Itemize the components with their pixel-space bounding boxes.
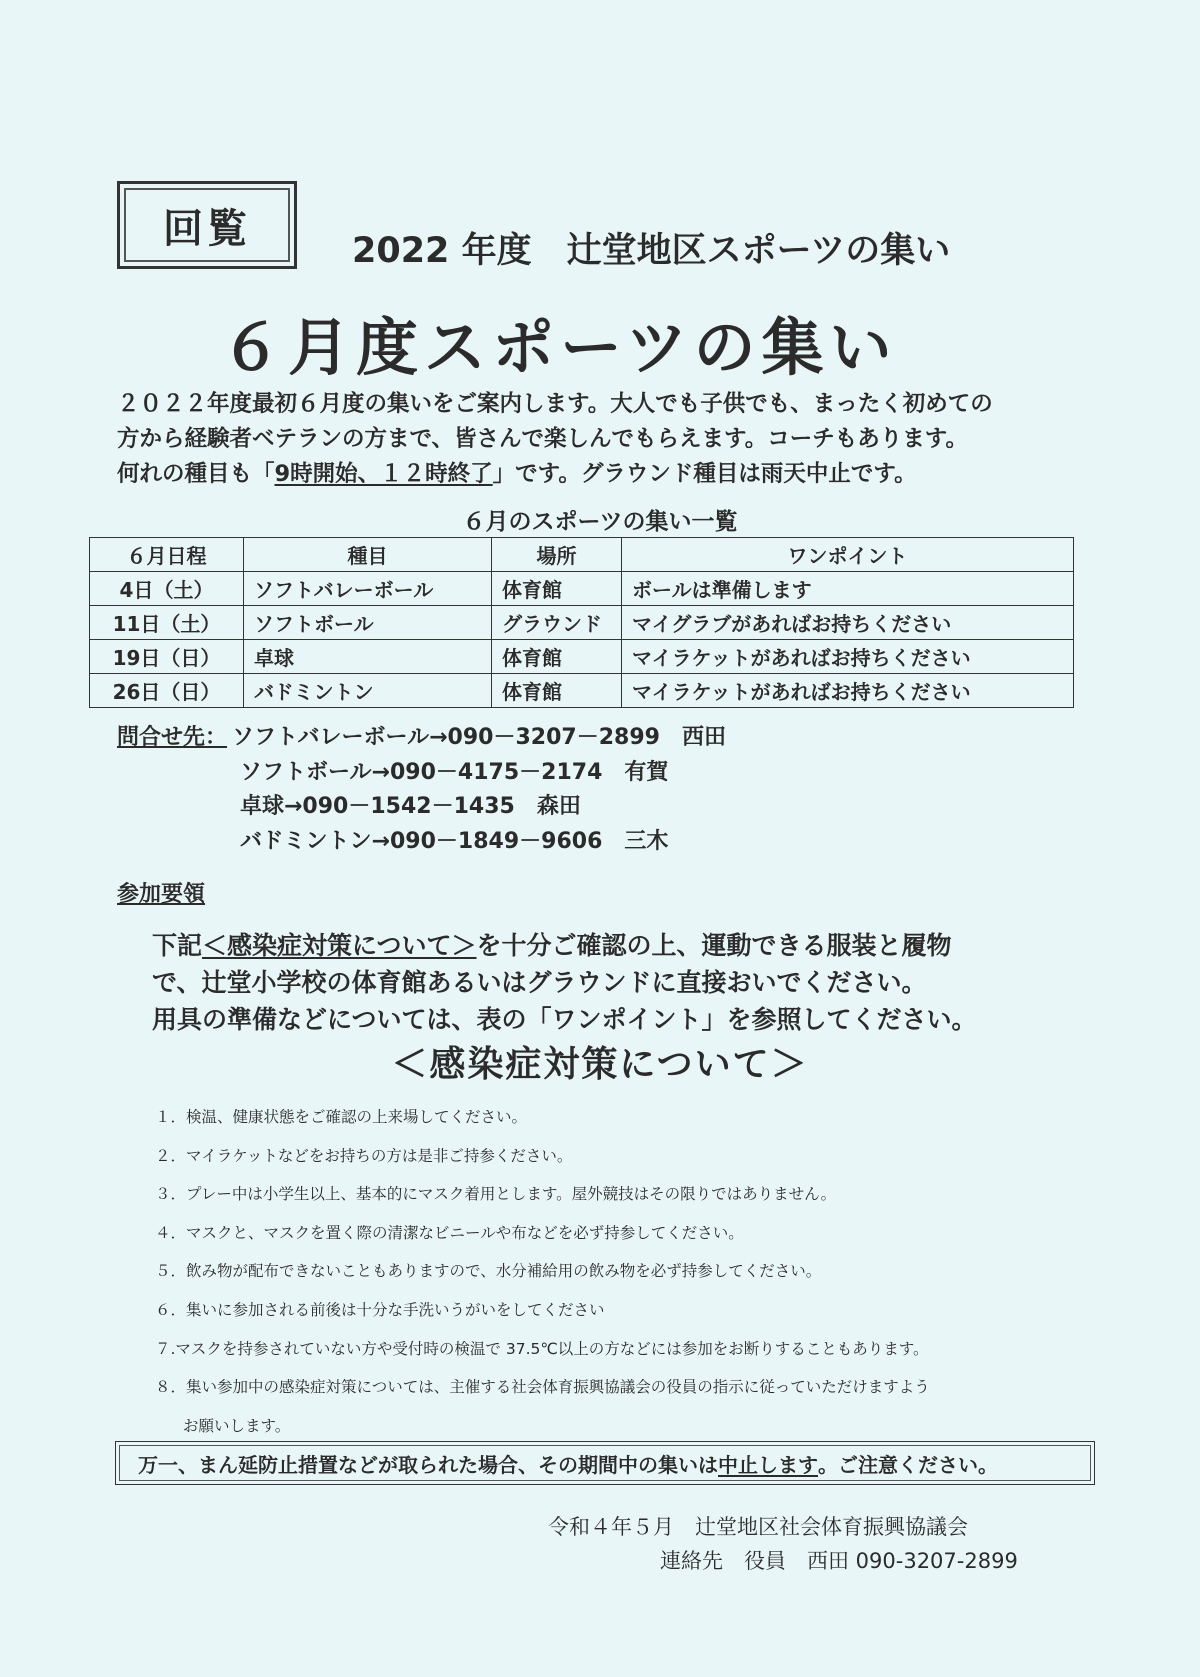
cell-date: 26日（日） — [90, 674, 244, 708]
list-item: ４．マスクと、マスクを置く際の清潔なビニールや布などを必ず持参してください。 — [155, 1223, 744, 1242]
contact-line: ソフトボール→090－4175－2174 有賀 — [240, 759, 669, 785]
cell-date: 4日（土） — [90, 572, 244, 606]
cell-venue: グラウンド — [492, 606, 622, 640]
table-row — [90, 606, 1074, 640]
cell-venue: 体育館 — [492, 674, 622, 708]
participation-line: で、辻堂小学校の体育館あるいはグラウンドに直接おいでください。 — [152, 968, 927, 997]
list-item: ８．集い参加中の感染症対策については、主催する社会体育振興協議会の役員の指示に従っていただけますよう — [155, 1378, 930, 1397]
intro-line: ２０２２年度最初６月度の集いをご案内します。大人でも子供でも、まったく初めての — [117, 391, 993, 417]
list-item: ７.マスクを持参されていない方や受付時の検温で 37.5℃以上の方などには参加をお断りすることもあります。 — [155, 1339, 929, 1358]
schedule-table — [89, 537, 1074, 708]
list-item: １．検温、健康状態をご確認の上来場してください。 — [155, 1108, 528, 1126]
footer — [548, 1510, 1048, 1578]
footer-organizer: 令和４年５月 辻堂地区社会体育振興協議会 — [548, 1515, 968, 1539]
time-highlight: 9時開始、１２時終了 — [274, 461, 493, 487]
cell-onepoint: マイラケットがあればお持ちください — [622, 674, 1074, 708]
column-header-onepoint: ワンポイント — [622, 538, 1074, 572]
cell-onepoint: マイラケットがあればお持ちください — [622, 640, 1074, 674]
list-item: ５．飲み物が配布できないこともありますので、水分補給用の飲み物を必ず持参してください。 — [155, 1262, 822, 1281]
participation-line: 用具の準備などについては、表の「ワンポイント」を参照してください。 — [152, 1005, 977, 1034]
contact-label-text: 問合せ先 — [117, 725, 206, 750]
participation-line1-post: を十分ご確認の上、運動できる服装と履物 — [476, 931, 952, 960]
list-item-continuation: お願いします。 — [183, 1416, 291, 1435]
cell-date: 19日（日） — [90, 640, 244, 674]
contact-separator: ： — [205, 725, 228, 750]
page-title: ６月度スポーツの集い — [220, 311, 898, 384]
cell-onepoint: ボールは準備します — [622, 572, 1074, 606]
cell-event: ソフトボール — [244, 606, 492, 640]
infection-rules-list — [155, 1098, 1055, 1445]
cancellation-notice — [115, 1441, 1095, 1485]
intro-line3-pre: 何れの種目も「 — [117, 461, 275, 487]
table-row — [90, 640, 1074, 674]
cell-onepoint: マイグラブがあればお持ちください — [622, 606, 1074, 640]
event-subtitle: 2022 年度 辻堂地区スポーツの集い — [352, 231, 951, 271]
list-item: ６．集いに参加される前後は十分な手洗いうがいをしてください — [155, 1300, 605, 1319]
cell-event: バドミントン — [244, 674, 492, 708]
footer-contact: 連絡先 役員 西田 090-3207-2899 — [660, 1549, 1018, 1573]
cell-event: 卓球 — [244, 640, 492, 674]
cell-venue: 体育館 — [492, 640, 622, 674]
cell-event: ソフトバレーボール — [244, 572, 492, 606]
intro-text — [117, 387, 1077, 492]
notice-cancel: 中止します — [718, 1452, 818, 1477]
contact-line: バドミントン→090－1849－9606 三木 — [240, 828, 669, 854]
table-header-row — [90, 538, 1074, 572]
column-header-date: ６月日程 — [90, 538, 244, 572]
column-header-event: 種目 — [244, 538, 492, 572]
list-item: ３．プレー中は小学生以上、基本的にマスク着用とします。屋外競技はその限りではありません。 — [155, 1185, 837, 1204]
intro-line3-post: 」です。グラウンド種目は雨天中止です。 — [492, 461, 917, 487]
infection-reference: ＜感染症対策について＞ — [202, 931, 477, 960]
intro-line — [117, 457, 1077, 492]
column-header-venue: 場所 — [492, 538, 622, 572]
contact-line: 卓球→090－1542－1435 森田 — [240, 794, 581, 819]
notice-post: 。ご注意ください。 — [818, 1452, 998, 1477]
participation-line — [152, 927, 1052, 964]
table-row — [90, 674, 1074, 708]
table-row — [90, 572, 1074, 606]
cell-date: 11日（土） — [90, 606, 244, 640]
contact-line: ソフトバレーボール→090－3207－2899 西田 — [232, 725, 726, 750]
contact-list — [232, 721, 882, 859]
participation-heading: 参加要領 — [117, 882, 206, 907]
participation-text — [152, 927, 1052, 1038]
participation-line1-pre: 下記 — [152, 931, 203, 960]
intro-line: 方から経験者ベテランの方まで、皆さんで楽しんでもらえます。コーチもあります。 — [117, 426, 968, 452]
notice-pre: 万一、まん延防止措置などが取られた場合、その期間中の集いは — [138, 1452, 718, 1477]
schedule-title: ６月のスポーツの集い一覧 — [462, 509, 738, 535]
list-item: ２．マイラケットなどをお持ちの方は是非ご持参ください。 — [155, 1146, 573, 1165]
kairan-stamp: 回覧 — [117, 181, 297, 269]
cell-venue: 体育館 — [492, 572, 622, 606]
contact-label — [117, 721, 227, 756]
infection-title: ＜感染症対策について＞ — [391, 1044, 809, 1085]
